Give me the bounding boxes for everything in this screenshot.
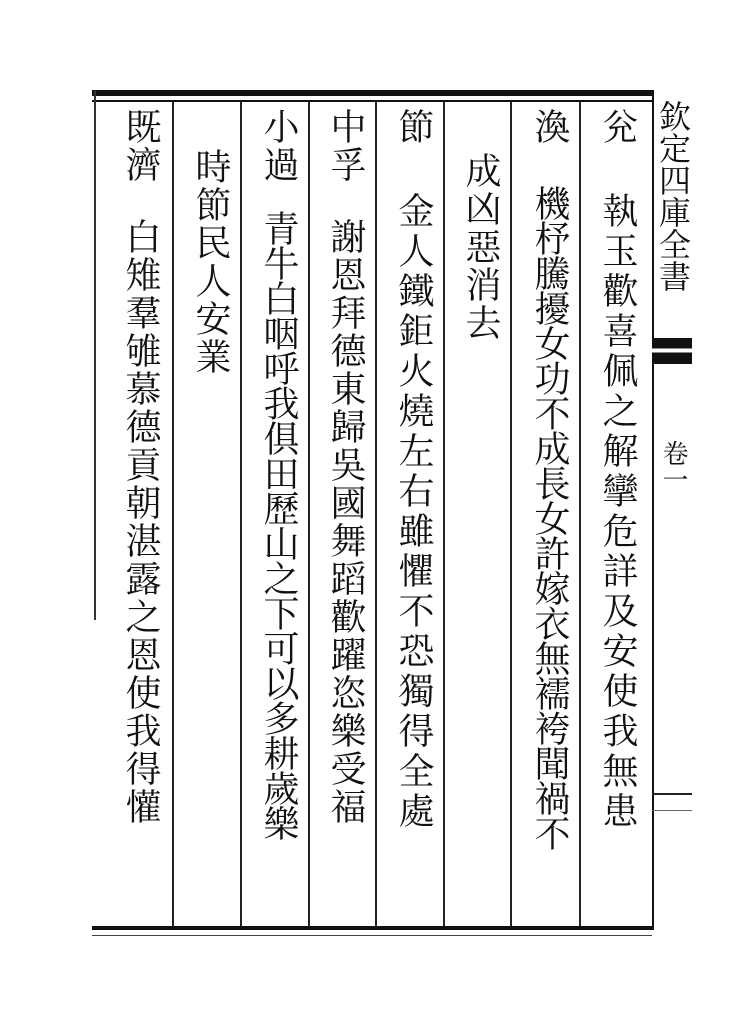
column-rule — [240, 102, 242, 926]
column-rule — [172, 102, 174, 926]
frame-bottom-border — [92, 926, 652, 930]
verse-continuation: 成凶惡消去 — [460, 152, 501, 342]
verse-text: 金人鐵鉅火燒左右雖懼不恐獨得全處 — [393, 192, 434, 832]
column-rule — [308, 102, 310, 926]
verse-text: 白雉羣雊慕德貢朝湛露之恩使我得懽 — [120, 218, 161, 826]
verse-text: 青牛白咽呼我俱田歷山之下可以多耕歲樂 — [258, 210, 299, 840]
column-rule — [443, 102, 445, 926]
hexagram-heading: 小過 — [258, 108, 299, 184]
fishtail-mark — [652, 338, 692, 364]
column-rule — [579, 102, 581, 926]
margin-tick — [652, 793, 692, 795]
frame-top-border — [92, 90, 652, 96]
frame-left-border — [94, 90, 96, 620]
verse-text: 執玉歡喜佩之解攣危詳及安使我無患 — [597, 192, 638, 832]
hexagram-heading: 兊 — [597, 108, 638, 146]
verse-continuation: 時節民人安業 — [190, 148, 231, 376]
hexagram-heading: 渙 — [529, 108, 570, 146]
hexagram-heading: 既濟 — [120, 108, 161, 184]
frame-top-inner-border — [92, 100, 652, 102]
verse-text: 謝恩拜德東歸吳國舞蹈歡躍恣樂受福 — [325, 218, 366, 826]
hexagram-heading: 節 — [393, 108, 434, 146]
verse-text: 機杼騰擾女功不成長女許嫁衣無襦袴聞禍不 — [529, 185, 570, 850]
column-rule — [510, 102, 512, 926]
juan-number: 卷一 — [658, 440, 688, 492]
margin-tick — [652, 810, 692, 811]
frame-bottom-inner-border — [92, 935, 652, 936]
hexagram-heading: 中孚 — [325, 108, 366, 184]
book-title: 欽定四庫全書 — [654, 100, 692, 292]
column-rule — [375, 102, 377, 926]
